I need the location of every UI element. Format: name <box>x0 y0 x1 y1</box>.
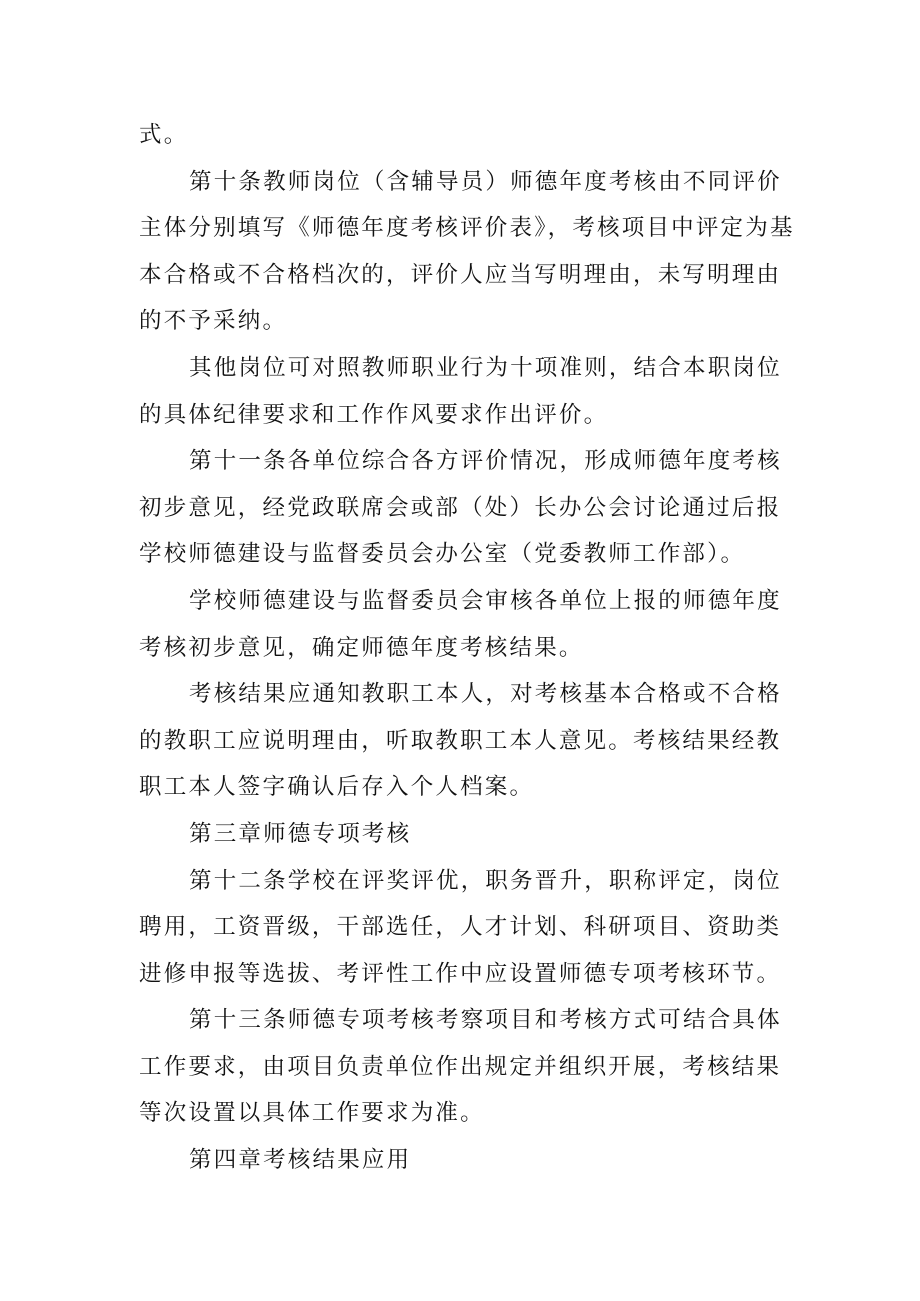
paragraph-continuation: 式。 <box>139 122 189 148</box>
paragraph-article-11: 第十一条各单位综合各方评价情况，形成师德年度考核初步意见，经党政联席会或部（处）长办公会讨论通过后报学校师德建设与监督委员会办公室（党委教师工作部）。 <box>139 448 782 568</box>
chapter-heading-3: 第三章师德专项考核 <box>189 820 412 847</box>
paragraph-article-13: 第十三条师德专项考核考察项目和考核方式可结合具体工作要求，由项目负责单位作出规定并组织开展，考核结果等次设置以具体工作要求为准。 <box>139 1007 782 1127</box>
paragraph-committee-review: 学校师德建设与监督委员会审核各单位上报的师德年度考核初步意见，确定师德年度考核结果。 <box>139 587 782 661</box>
paragraph-result-notice: 考核结果应通知教职工本人，对考核基本合格或不合格的教职工应说明理由，听取教职工本人意见。考核结果经教职工本人签字确认后存入个人档案。 <box>139 681 782 801</box>
paragraph-other-posts: 其他岗位可对照教师职业行为十项准则，结合本职岗位的具体纪律要求和工作作风要求作出评价。 <box>139 354 782 428</box>
chapter-heading-4: 第四章考核结果应用 <box>189 1147 412 1174</box>
paragraph-article-12: 第十二条学校在评奖评优，职务晋升，职称评定，岗位聘用，工资晋级，干部选任，人才计划、科研项目、资助类进修申报等选拔、考评性工作中应设置师德专项考核环节。 <box>139 867 782 987</box>
paragraph-article-10: 第十条教师岗位（含辅导员）师德年度考核由不同评价主体分别填写《师德年度考核评价表》，考核项目中评定为基本合格或不合格档次的，评价人应当写明理由，未写明理由的不予采纳。 <box>139 168 795 335</box>
document-body <box>139 112 799 1184</box>
